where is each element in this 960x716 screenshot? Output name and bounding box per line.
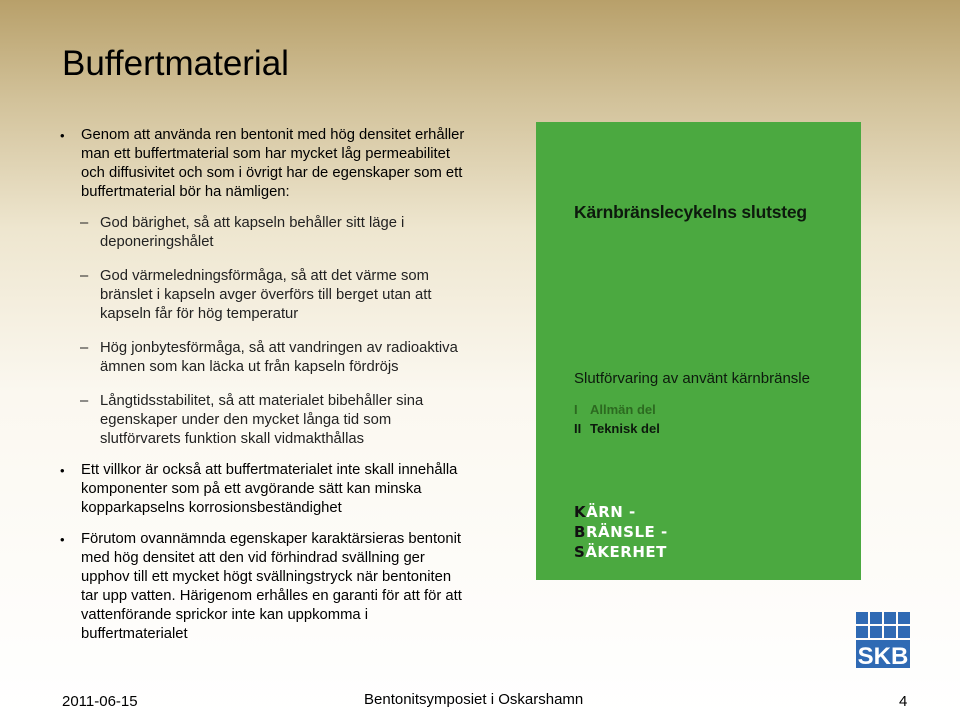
skb-logo-text: SKB xyxy=(857,643,909,668)
sub-bullet-text: God bärighet, så att kapseln behåller sitt läge i deponeringshålet xyxy=(100,215,405,250)
logo-line: BRÄNSLE - xyxy=(574,523,668,541)
sub-bullet-text: God värmeledningsförmåga, så att det värme som bränslet i kapseln avger överförs till berget utan att kapseln får för hög temperatur xyxy=(100,268,432,322)
skb-logo xyxy=(856,612,910,668)
dash-icon: – xyxy=(80,393,89,409)
bullet-text: Genom att använda ren bentonit med hög densitet erhåller man ett buffertmaterial som har mycket låg permeabilitet och diffusivitet och som i övrigt har de egenskaper som ett buffertmaterial bör ha nämligen: xyxy=(81,127,465,200)
body-text xyxy=(60,126,468,644)
book-part xyxy=(574,402,656,417)
kbs-logo xyxy=(574,502,668,562)
part-label: Teknisk del xyxy=(590,421,660,436)
part-number: II xyxy=(574,421,582,436)
dash-icon: – xyxy=(80,340,89,356)
bullet-dot-icon: • xyxy=(60,128,65,143)
sub-bullet-text: Långtidsstabilitet, så att materialet bibehåller sina egenskaper under den mycket långa tid som slutförvarets funktion skall vidmakthållas xyxy=(100,393,424,447)
bullet-text: Förutom ovannämnda egenskaper karaktärsieras bentonit med hög densitet att den vid förhindrad svällning ger upphov till ett mycket högt svällningstryck när bentoniten tar upp vatten. Härigenom erhålles en garanti för att för att vattenförande sprickor inte kan uppkomma i buffertmaterialet xyxy=(81,531,462,642)
sub-bullet-item xyxy=(60,214,468,252)
sub-bullet-item xyxy=(60,392,468,449)
part-label: Allmän del xyxy=(590,402,656,417)
sub-bullet-item xyxy=(60,339,468,377)
bullet-item xyxy=(60,461,468,518)
slide-title: Buffertmaterial xyxy=(62,44,289,83)
book-cover-image xyxy=(536,122,861,580)
logo-line: SÄKERHET xyxy=(574,543,667,561)
logo-line: KÄRN - xyxy=(574,503,636,521)
footer-date: 2011-06-15 xyxy=(62,693,138,710)
footer-title: Bentonitsymposiet i Oskarshamn xyxy=(364,691,584,708)
dash-icon: – xyxy=(80,268,89,284)
book-title: Kärnbränslecykelns slutsteg xyxy=(574,202,807,222)
bullet-dot-icon: • xyxy=(60,532,65,547)
sub-bullet-text: Hög jonbytesförmåga, så att vandringen av radioaktiva ämnen som kan läcka ut från kapseln fördröjs xyxy=(100,340,458,375)
page-number: 4 xyxy=(899,693,908,710)
dash-icon: – xyxy=(80,215,89,231)
bullet-dot-icon: • xyxy=(60,463,65,478)
book-subtitle: Slutförvaring av använt kärnbränsle xyxy=(574,370,810,387)
bullet-item xyxy=(60,530,468,644)
bullet-item xyxy=(60,126,468,202)
part-number: I xyxy=(574,402,578,417)
sub-bullet-item xyxy=(60,267,468,324)
book-part xyxy=(574,421,660,436)
bullet-text: Ett villkor är också att buffertmaterialet inte skall innehålla komponenter som på ett avgörande sätt kan minska kopparkapselns korrosionsbeständighet xyxy=(81,462,458,516)
